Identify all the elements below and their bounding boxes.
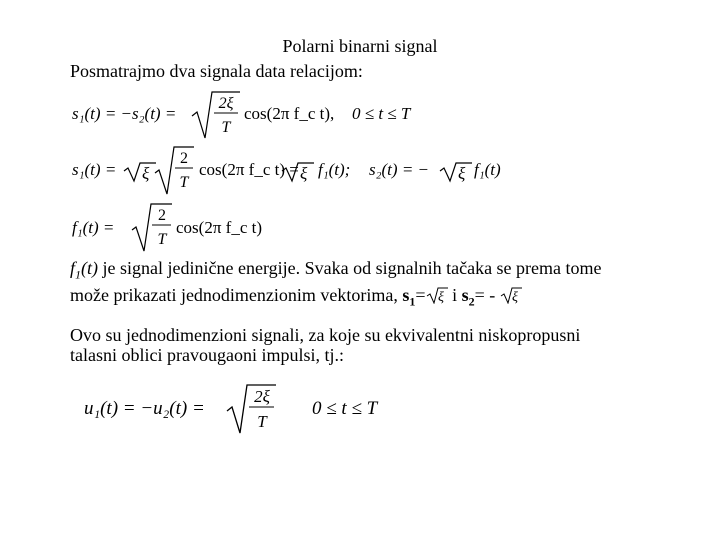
eq3-lhs: f₁(t) = xyxy=(72,218,115,237)
eq2-f1b: f₁(t) xyxy=(474,160,501,179)
paragraph-1 xyxy=(70,258,680,311)
eq2-xi: ξ xyxy=(142,164,150,183)
eq3-cos: cos(2π f_c t) xyxy=(176,218,262,237)
equation-2 xyxy=(72,143,512,199)
intro-text: Posmatrajmo dva signala data relacijom: xyxy=(70,61,363,81)
s2-subscript: 2 xyxy=(468,294,475,309)
eq2-xi3: ξ xyxy=(458,164,466,183)
eq4-rad-den: T xyxy=(257,412,267,431)
paragraph-1-line-1-text: je signal jedinične energije. Svaka od signalnih tačaka se prema tome xyxy=(98,258,602,278)
sqrt-xi-symbol xyxy=(426,286,448,304)
equals-sign: = xyxy=(415,284,426,305)
eq1-range: 0 ≤ t ≤ T xyxy=(352,104,411,123)
f1-subscript: 1 xyxy=(75,267,82,282)
eq3-rad-num: 2 xyxy=(158,207,166,224)
paragraph-2 xyxy=(70,325,680,365)
paragraph-1-line-2 xyxy=(70,285,680,312)
equation-1 xyxy=(72,88,432,144)
sqrt-xi-symbol-2 xyxy=(500,286,522,304)
eq2-s2: s₂(t) = − xyxy=(369,160,430,179)
middle-conjunction: i xyxy=(447,284,462,305)
eq2-lhs: s₁(t) = xyxy=(72,160,117,179)
eq4-range: 0 ≤ t ≤ T xyxy=(312,398,378,419)
equation-4 xyxy=(84,380,404,438)
paragraph-2-line-1: Ovo su jednodimenzioni signali, za koje su ekvivalentni niskopropusni xyxy=(70,325,581,345)
eq1-cos: cos(2π f_c t), xyxy=(244,104,335,123)
equation-3 xyxy=(72,200,332,256)
f1-argument: (t) xyxy=(81,258,99,278)
paragraph-1-line-2-text: može prikazati jednodimenzionim vektorima, xyxy=(70,284,403,305)
slide-title: Polarni binarni signal xyxy=(282,36,438,56)
s1-symbol: s xyxy=(402,284,410,305)
eq4-rad-num: 2ξ xyxy=(254,387,270,406)
eq2-mid: cos(2π f_c t) = xyxy=(199,160,299,179)
svg-text:ξ: ξ xyxy=(511,289,518,304)
eq1-rad-num: 2ξ xyxy=(218,95,234,112)
svg-text:ξ: ξ xyxy=(437,289,444,304)
eq3-rad-den: T xyxy=(157,231,167,248)
eq2-f1: f₁(t); xyxy=(318,160,351,179)
eq1-lhs: s₁(t) = −s₂(t) = xyxy=(72,104,177,123)
paragraph-2-line-2: talasni oblici pravougaoni impulsi, tj.: xyxy=(70,345,344,365)
s2-symbol: s xyxy=(461,284,469,305)
f1-symbol: f xyxy=(70,258,76,278)
eq4-lhs: u₁(t) = −u₂(t) = xyxy=(84,398,205,419)
eq2-rad-num: 2 xyxy=(180,150,188,167)
eq2-rad-den: T xyxy=(179,174,189,191)
eq2-sqrt-xi3-sign xyxy=(440,163,472,181)
s1-subscript: 1 xyxy=(409,294,416,309)
minus-sign: = - xyxy=(474,284,496,305)
eq2-sqrt-xi-sign xyxy=(124,163,156,181)
eq1-rad-den: T xyxy=(221,119,231,136)
paragraph-1-line-1 xyxy=(70,258,680,285)
eq2-xi2: ξ xyxy=(300,164,308,183)
